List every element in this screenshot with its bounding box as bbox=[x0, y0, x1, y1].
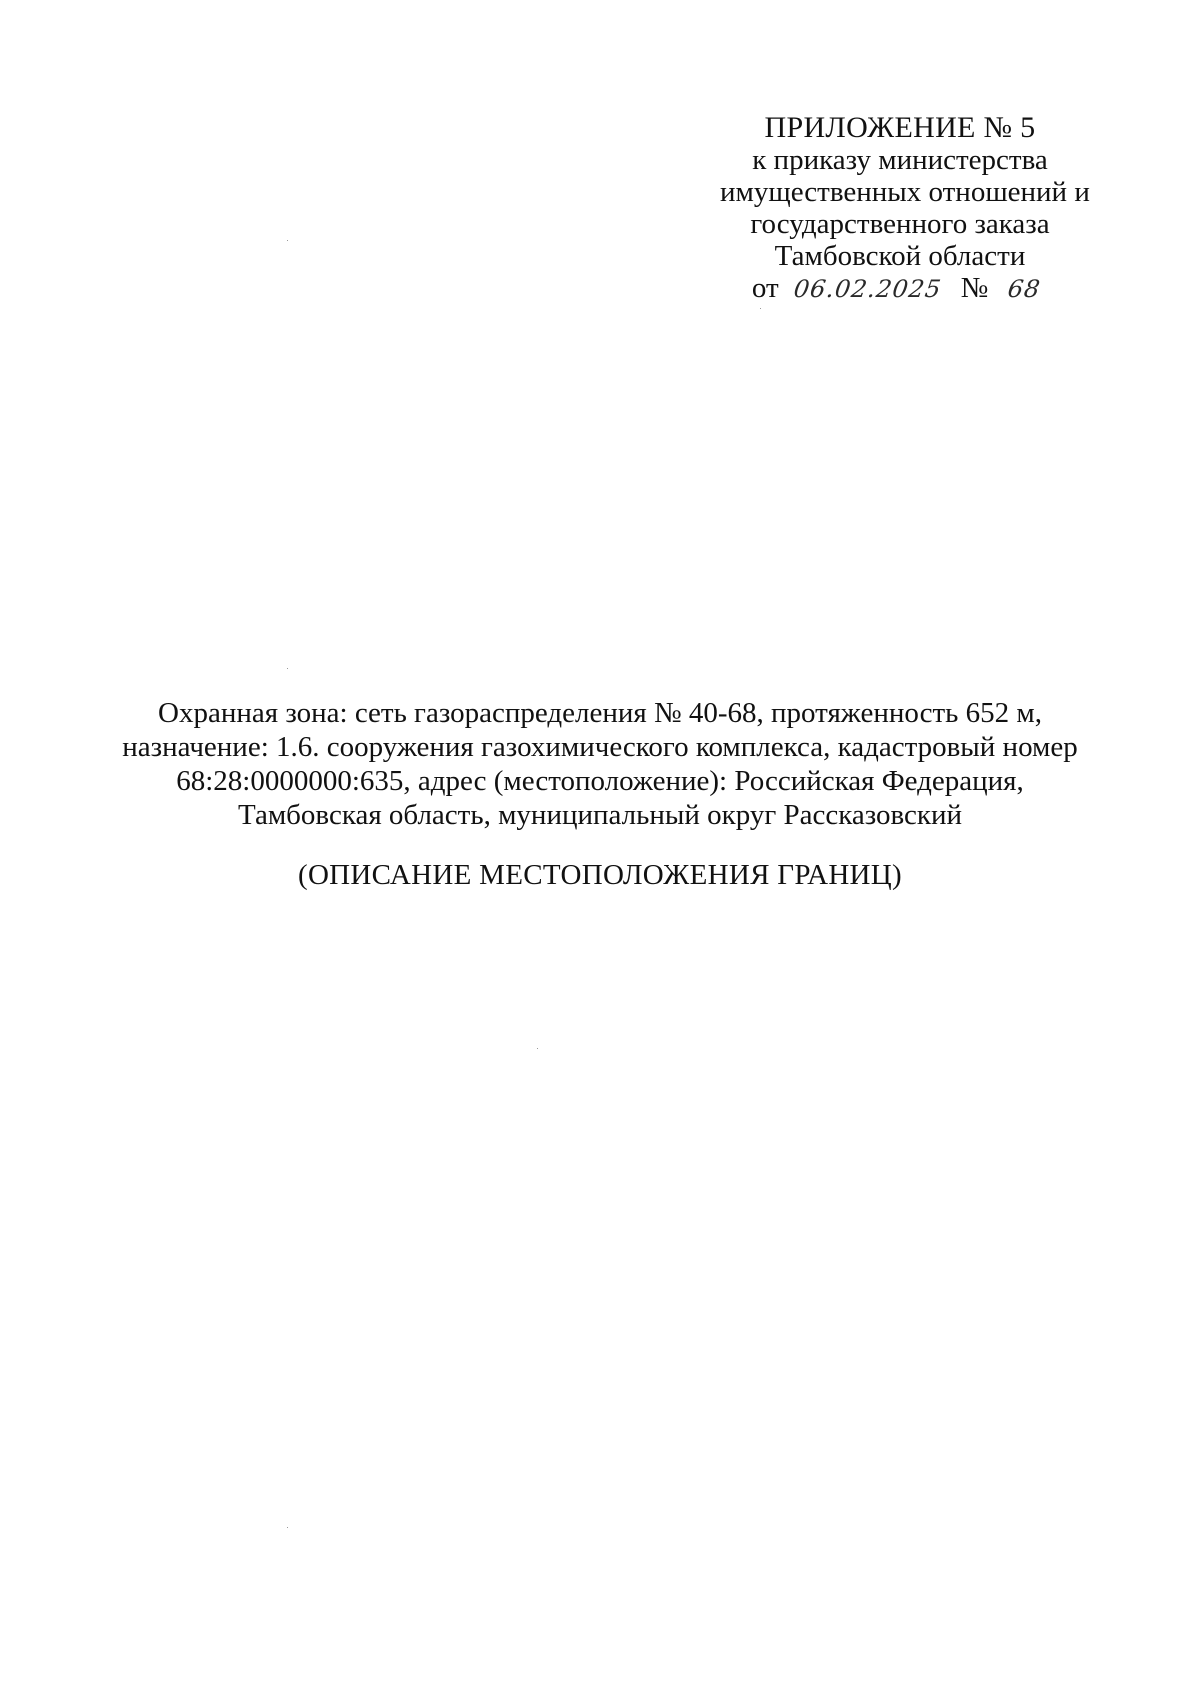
appendix-line-1: к приказу министерства bbox=[752, 144, 1048, 176]
scan-speck bbox=[537, 1048, 538, 1049]
appendix-header bbox=[720, 111, 1090, 305]
scan-speck bbox=[287, 668, 288, 669]
appendix-line-2: имущественных отношений и bbox=[720, 176, 1090, 208]
appendix-title: ПРИЛОЖЕНИЕ № 5 bbox=[764, 111, 1036, 144]
appendix-line-3: государственного заказа bbox=[750, 208, 1050, 240]
order-from-label: от bbox=[751, 272, 779, 304]
scan-speck bbox=[287, 1527, 288, 1528]
order-date-handwritten: 06.02.2025 bbox=[791, 275, 944, 303]
scan-speck bbox=[760, 308, 761, 309]
protection-zone-description bbox=[120, 696, 1080, 832]
section-heading: (ОПИСАНИЕ МЕСТОПОЛОЖЕНИЯ ГРАНИЦ) bbox=[297, 859, 902, 891]
subject-line-2: назначение: 1.6. сооружения газохимического комплекса, кадастровый номер bbox=[122, 731, 1078, 763]
order-date-number-line bbox=[712, 272, 1080, 305]
order-number-label: № bbox=[960, 272, 989, 304]
subject-line-1: Охранная зона: сеть газораспределения № 40-68, протяженность 652 м, bbox=[158, 697, 1042, 729]
subject-line-4: Тамбовская область, муниципальный округ Рассказовский bbox=[237, 799, 963, 831]
scan-speck bbox=[287, 240, 288, 241]
appendix-line-4: Тамбовской области bbox=[774, 240, 1026, 272]
subject-line-3: 68:28:0000000:635, адрес (местоположение): Российская Федерация, bbox=[176, 765, 1024, 797]
order-number-handwritten: 68 bbox=[1005, 275, 1043, 303]
